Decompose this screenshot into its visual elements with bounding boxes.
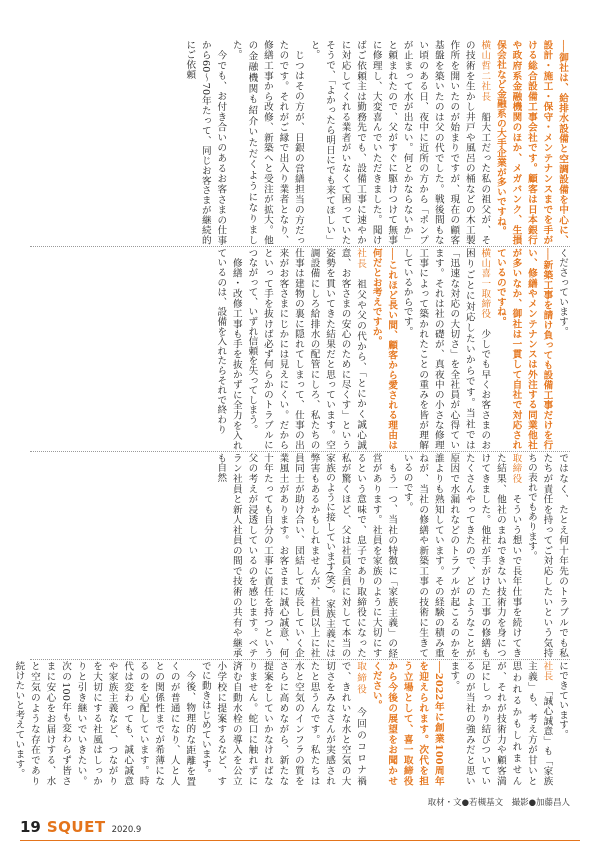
paragraph: ではなく、たとえ何十年先のトラブルでも私たちが責任を持ってご対応したいという気持ちの表れでもあります。 bbox=[525, 453, 568, 658]
tier-divider bbox=[30, 451, 570, 452]
answer-text: 祖父や父の代から、「とにかく誠心誠意、お客さまの安心のために尽くす」という姿勢を貫いてきた結果だと思っています。空調設備にしろ給排水の配管にしろ、私たちの仕事は建物の裏に隠れてしまって、仕事の出来がお客さまにじかには見えにくい。だからといって手を抜けば必ず何らかのトラブルにつながって、いずれ信頼を失ってしまう。 bbox=[246, 248, 367, 450]
footer-rule bbox=[20, 840, 580, 841]
paragraph: もう一つ、当社の特徴に「家族主義」の経営があります。社員を家族のように大切にするという意味で、息子であり取締役になった私が驚くほど、父は社員全員に対して本当の家族のように接しています(笑)。家族主義には弊害もあるかもしれませんが、社員以上に社員同士が助け合い、団結して成長していく企業風土があります。お客さまに誠心誠意、何十年たっても自分の工事に責任を持つという父の考えが浸透しているのを感じます。ベテラン社員と新人社員の間で技術の共有や継承も自然 bbox=[215, 453, 398, 658]
paragraph: 修繕・改修工事も手を抜かずに全力を入れているのは、設備を入れたらそれで終わり bbox=[215, 248, 242, 450]
speaker-label: 取締役 bbox=[355, 661, 367, 696]
text-column bbox=[30, 40, 570, 245]
answer-text: 「誠心誠意」も「家族主義」も、考え方が甘いと思われるかもしれませんが、それが技術力や顧客満足にしっかり結びついているのが当社の強みだと思います。 bbox=[448, 661, 553, 786]
interview-answer bbox=[446, 661, 555, 786]
interview-answer bbox=[197, 661, 368, 786]
interview-question: ──2022年に創業100周年を迎えられます。次代を担う立場として、喜一取締役から今後の展望をお聞かせください。 bbox=[370, 661, 444, 786]
text-column bbox=[30, 248, 570, 450]
interview-answer bbox=[244, 248, 368, 450]
speaker-label: 横山喜一取締役 bbox=[479, 248, 491, 319]
issue-date: 2020.9 bbox=[111, 825, 142, 835]
magazine-logo: SQUET bbox=[46, 818, 106, 836]
interview-question: ──新築工事を請け負っても設備工事だけを行い、修繕やメンテナンスは外注する同業他社が多いなか、御社は一貫して自社で対応されているのですね。 bbox=[494, 248, 553, 450]
article-tier-4 bbox=[13, 661, 570, 786]
paragraph: 今でも、お付き合いのあるお客さまの仕事から60～70年たって、同じお客さまが継続的にご依頼 bbox=[184, 40, 227, 245]
answer-text: 今回のコロナ禍で、きれいな水と空気の大切さをみなさんが実感されたと思うんです。私たちは水と空気のインフラの質をさらに高めながら、新たな提案をしていかなければなりません。蛇口に触れずに済む自動水栓の導入を公立小学校に提案するなど、すでに動きはじめています。 bbox=[199, 661, 367, 786]
speaker-label: 横山哲二社長 bbox=[479, 40, 491, 102]
paragraph: じつはその方が、日銀の営繕担当の方だったのです。それがご縁で出入り業者となり、修繕工事から改修、新築へと受注が拡大。他の金融機関も紹介いただくようになりました。 bbox=[230, 40, 304, 245]
article-tier-2 bbox=[30, 248, 570, 450]
text-column bbox=[11, 661, 570, 786]
paragraph: にできています。 bbox=[557, 661, 568, 740]
paragraph: くださっています。 bbox=[557, 248, 568, 337]
paragraph: 今後、物理的な距離を置くのが普通になり、人と人との関係性までが希薄になるのを心配しています。時代は変わっても、誠心誠意や家族主義など、つながりを大切にする社風はしっかりと引き継いでいきたい。次の100年も変わらず皆さまに安心をお届けする、水と空気のような存在であり続けたいと考えています。 bbox=[13, 661, 196, 786]
tier-divider bbox=[30, 659, 570, 660]
speaker-label: 社長 bbox=[541, 661, 553, 681]
answer-text: 少しでも早くお客さまのお困りごとに対応したいからです。当社では「迅速な対応の大切さ」を全社員が心得ています。それは社の礎が、真夜中の小さな修理工事によって築かれたことの重みを皆が理解しているからです。 bbox=[401, 248, 491, 450]
interview-answer bbox=[306, 40, 492, 245]
speaker-label: 社長 bbox=[355, 248, 367, 269]
interview-answer bbox=[399, 453, 523, 658]
text-column bbox=[30, 453, 570, 658]
page-footer bbox=[20, 818, 141, 836]
interview-question: ──御社は、給排水設備と空調設備を中心に、設計・施工・保守・メンテナンスまでを手がける総合設備工事会社です。顧客は日本銀行や政府系金融機関のほか、メガバンク、生損保会社など金融系の大手企業が多いですね。 bbox=[494, 40, 568, 245]
interview-question: ──これほど長い間、顧客から愛される理由は何だとお考えですか。 bbox=[370, 248, 398, 450]
answer-text: 船大工だった私の祖父が、その技術を生かし井戸や風呂の桶などの木工製作所を開いたのが始まりですが、現在の顧客基盤を築いたのは父の代でした。戦後間もない頃のある日、夜中に近所の方から「ポンプが止まって水が出ない。何とかならないか」と頼まれたので、父がすぐに駆けつけて無事に修理し、大変喜んでいただきました。聞けばご依頼主は勤務先でも、設備工事に速やかに対応してくれる業者がいなくて困っていたそうで、「よかったら明日にでも来てほしい」と。 bbox=[308, 40, 491, 245]
page-number: 19 bbox=[20, 818, 41, 836]
photo-credit: 取材・文●若槻基文 撮影●加藤昌人 bbox=[427, 798, 570, 808]
tier-divider bbox=[30, 246, 570, 247]
article-tier-3 bbox=[30, 453, 570, 658]
article-tier-1 bbox=[30, 40, 570, 245]
interview-answer bbox=[399, 248, 492, 450]
answer-text: そういう想いで長年仕事を続けてきた結果、他社のまねできない技術力を身につけてきました。他社が手がけた工事の修繕もたくさんやってきたので、どのようなことが原因で水漏れなどのトラブルが起こるのかを誰よりも熟知しています。その経験の積み重ねが、当社の修繕や新築工事の技術に生きているのです。 bbox=[401, 453, 522, 658]
speaker-label: 取締役 bbox=[510, 453, 522, 484]
